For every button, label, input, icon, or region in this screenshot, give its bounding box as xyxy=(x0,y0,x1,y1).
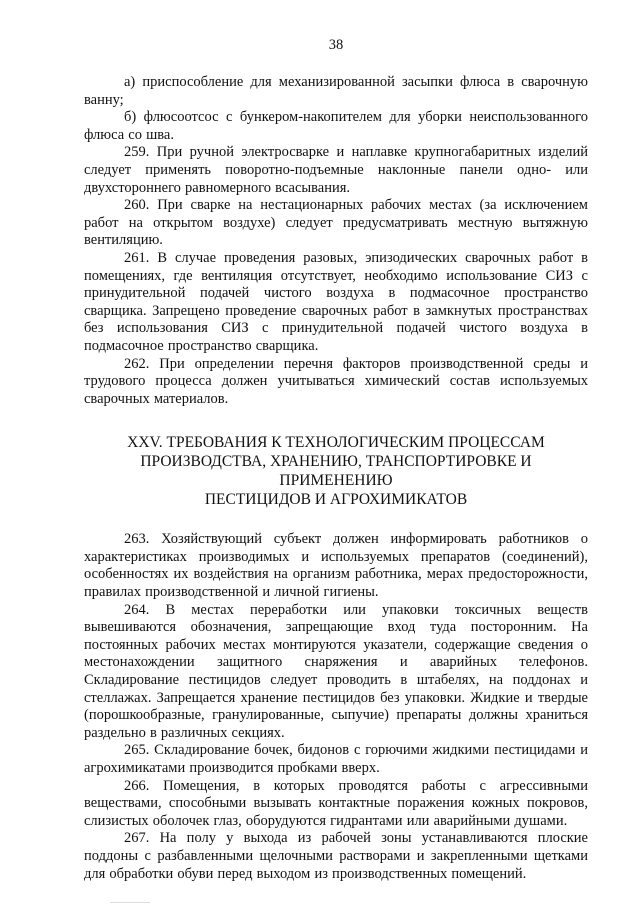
paragraph-267: 267. На полу у выхода из рабочей зоны устанавливаются плоские поддоны с разбавленными щелочными растворами и закрепленными щетками для обработки обуви перед выходом из производственных помещений. xyxy=(84,830,588,882)
paragraph-item-b: б) флюсоотсос с бункером-накопителем для уборки неиспользованного флюса со шва. xyxy=(84,109,588,143)
section-heading-line-2: ПРОИЗВОДСТВА, ХРАНЕНИЮ, ТРАНСПОРТИРОВКЕ И ПРИМЕНЕНИЮ xyxy=(140,453,532,490)
section-heading-line-1: XXV. ТРЕБОВАНИЯ К ТЕХНОЛОГИЧЕСКИМ ПРОЦЕССАМ xyxy=(127,434,545,452)
paragraph-262: 262. При определении перечня факторов производственной среды и трудового процесса должен учитываться химический состав используемых сварочных материалов. xyxy=(84,355,588,407)
paragraph-261: 261. В случае проведения разовых, эпизодических сварочных работ в помещениях, где вентиляция отсутствует, необходимо использование СИЗ с принудительной подачей чистого воздуха в подмасочное пространство сварщика. Запрещено проведение сварочных работ в замкнутых пространствах без использования СИЗ с принудительной подачей чистого воздуха в подмасочное пространство сварщика. xyxy=(84,249,588,354)
scan-artifact xyxy=(110,902,150,903)
paragraph-260: 260. При сварке на нестационарных рабочих местах (за исключением работ на открытом воздухе) следует предусматривать местную вытяжную вентиляцию. xyxy=(84,197,588,249)
paragraph-263: 263. Хозяйствующий субъект должен информировать работников о характеристиках производимых и используемых препаратов (соединений), особенностях их воздействия на организм работника, мерах предосторожности, правилах производственной и личной гигиены. xyxy=(84,531,588,601)
section-heading-line-3: ПЕСТИЦИДОВ И АГРОХИМИКАТОВ xyxy=(204,491,468,509)
paragraph-264: 264. В местах переработки или упаковки токсичных веществ вывешиваются обозначения, запрещающие вход туда посторонним. На постоянных рабочих местах монтируются указатели, содержащие сведения о местонахождении защитного снаряжения и аварийных телефонов. Складирование пестицидов следует проводить в штабелях, на поддонах и стеллажах. Запрещается хранение пестицидов без упаковки. Жидкие и твердые (порошкообразные, гранулированные, сыпучие) препараты должны храниться раздельно в различных секциях. xyxy=(84,601,588,741)
paragraph-item-a: а) приспособление для механизированной засыпки флюса в сварочную ванну; xyxy=(84,74,588,108)
section-heading xyxy=(84,433,588,509)
page-number: 38 xyxy=(328,37,344,53)
paragraph-266: 266. Помещения, в которых проводятся работы с агрессивными веществами, способными вызывать контактные поражения кожных покровов, слизистых оболочек глаз, оборудуются гидрантами или аварийными душами. xyxy=(84,777,588,829)
paragraph-259: 259. При ручной электросварке и наплавке крупногабаритных изделий следует применять поворотно-подъемные наклонные панели одно- или двухстороннего равномерного всасывания. xyxy=(84,144,588,196)
paragraph-265: 265. Складирование бочек, бидонов с горючими жидкими пестицидами и агрохимикатами производится пробками вверх. xyxy=(84,742,588,776)
